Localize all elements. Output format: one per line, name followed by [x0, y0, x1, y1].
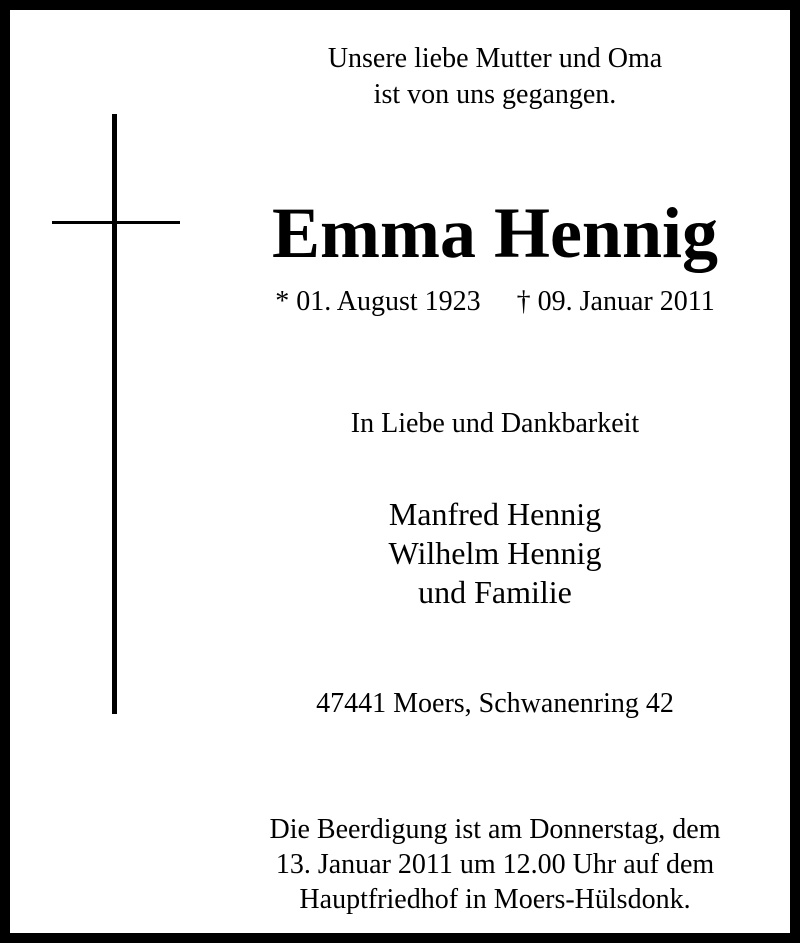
funeral-line-1: Die Beerdigung ist am Donnerstag, dem — [269, 814, 721, 845]
mourner-2: Wilhelm Hennig — [388, 535, 602, 571]
cross-horizontal-bar — [52, 221, 180, 224]
mourner-1: Manfred Hennig — [388, 496, 602, 532]
funeral-notice — [195, 812, 795, 917]
mourner-3: und Familie — [418, 574, 572, 610]
intro-line-2: ist von uns gegangen. — [373, 79, 617, 110]
funeral-line-2: 13. Januar 2011 um 12.00 Uhr auf dem — [275, 849, 715, 880]
mourners-list — [195, 495, 795, 612]
deceased-name: Emma Hennig — [271, 193, 719, 273]
dedication-text: In Liebe und Dankbarkeit — [350, 408, 640, 439]
intro-line-1: Unsere liebe Mutter und Oma — [327, 43, 663, 74]
birth-date: * 01. August 1923 — [275, 286, 481, 317]
funeral-line-3: Hauptfriedhof in Moers-Hülsdonk. — [299, 884, 691, 915]
cross-vertical-bar — [112, 114, 117, 714]
life-dates — [195, 284, 795, 320]
family-address: 47441 Moers, Schwanenring 42 — [316, 688, 674, 719]
intro-text — [195, 41, 795, 113]
death-date: † 09. Januar 2011 — [516, 286, 715, 317]
